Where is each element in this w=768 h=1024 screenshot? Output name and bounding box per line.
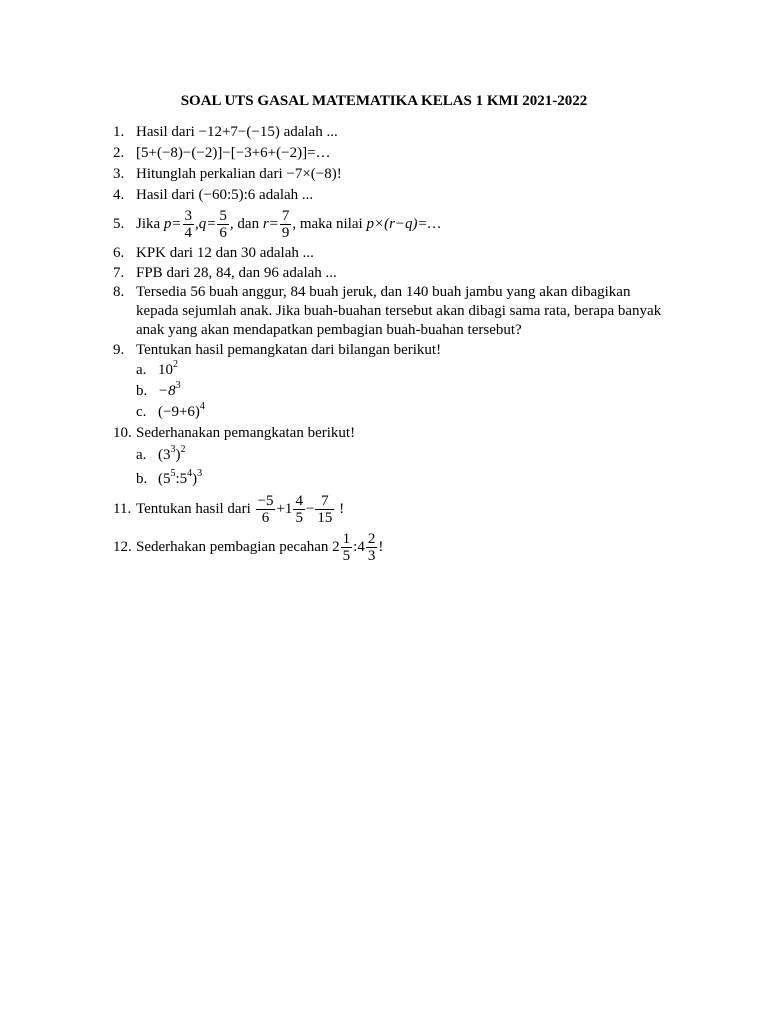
question-text: Jika <box>136 216 164 232</box>
question-number: 5. <box>113 216 125 232</box>
fraction-1 <box>341 531 353 564</box>
fraction-numerator: 1 <box>342 531 351 548</box>
question-number: 7. <box>113 265 125 281</box>
power-base: (5 <box>158 471 171 487</box>
fraction-numerator: 3 <box>184 208 193 225</box>
question-text: Hasil dari <box>136 124 199 140</box>
variable-p: p= <box>163 216 182 232</box>
question-text: Hitunglah perkalian dari <box>136 166 287 182</box>
question-text: ! <box>335 501 345 517</box>
question-number: 8. <box>113 284 125 300</box>
fraction-numerator: 5 <box>219 208 227 225</box>
fraction-numerator: 7 <box>315 493 334 510</box>
sub-label: c. <box>136 404 147 420</box>
question-text: KPK dari 12 dan 30 adalah ... <box>136 245 314 261</box>
power-base: (−9+6) <box>158 404 200 420</box>
power-base: 10 <box>158 362 173 378</box>
power-base: (3 <box>158 447 171 463</box>
question-number: 9. <box>113 342 125 358</box>
fraction-denominator: 5 <box>295 510 303 527</box>
fraction-1 <box>256 493 276 526</box>
whole-number: 2 <box>332 539 340 555</box>
operator: :4 <box>353 539 365 555</box>
power-base: −8 <box>158 383 176 399</box>
question-number: 12. <box>113 539 132 555</box>
sub-label: a. <box>136 362 147 378</box>
question-number: 3. <box>113 166 125 182</box>
question-text: , maka nilai <box>292 216 367 232</box>
question-text: ! <box>378 539 384 555</box>
power-exponent: 3 <box>170 444 176 455</box>
math-expression: [5+(−8)−(−2)]−[−3+6+(−2)]=… <box>136 145 331 161</box>
math-expression: (−60:5):6 <box>198 187 256 203</box>
question-text: Tentukan hasil pemangkatan dari bilangan berikut! <box>136 342 442 358</box>
question-number: 10. <box>113 425 132 441</box>
power-exponent: 2 <box>180 444 186 455</box>
question-text: Hasil dari <box>136 187 199 203</box>
variable-q: ,q= <box>195 216 217 232</box>
math-expression: −12+7−(−15) <box>198 124 280 140</box>
page-title: SOAL UTS GASAL MATEMATIKA KELAS 1 KMI 2021-2022 <box>180 93 588 109</box>
fraction-q <box>217 208 229 241</box>
fraction-p <box>183 208 195 241</box>
power-exponent: 3 <box>175 380 181 391</box>
fraction-numerator: 4 <box>295 493 303 510</box>
closing-paren: ) <box>175 447 181 463</box>
power-exponent: 4 <box>199 401 205 412</box>
fraction-denominator: 6 <box>219 225 227 242</box>
question-text: adalah ... <box>279 124 338 140</box>
question-text: ! <box>336 166 342 182</box>
question-text: Sederhakan pembagian pecahan <box>136 539 333 555</box>
power-exponent: 2 <box>173 359 178 370</box>
operator: +1 <box>276 501 293 517</box>
fraction-r <box>280 208 292 241</box>
question-text: Tersedia 56 buah anggur, 84 buah jeruk, dan 140 buah jambu yang akan dibagikan kepada sejumlah anak. Jika buah-buahan tersebut akan dibagi sama rata, berapa banyak anak yang akan mendapatkan pembagian buah-buahan tersebut? <box>136 284 662 338</box>
question-text: Sederhanakan pemangkatan berikut! <box>136 425 356 441</box>
question-text: FPB dari 28, 84, dan 96 adalah ... <box>136 265 337 281</box>
fraction-2 <box>293 493 305 526</box>
closing-paren: ) <box>192 471 198 487</box>
question-number: 11. <box>113 501 132 517</box>
power-base: :5 <box>175 471 188 487</box>
question-number: 6. <box>113 245 125 261</box>
fraction-numerator: −5 <box>257 493 274 510</box>
question-text: , dan <box>229 216 263 232</box>
question-number: 2. <box>113 145 125 161</box>
question-text: Tentukan hasil dari <box>136 501 255 517</box>
fraction-denominator: 3 <box>367 548 376 565</box>
math-expression: p×(r−q)=… <box>366 216 441 232</box>
fraction-numerator: 7 <box>281 208 290 225</box>
sub-label: b. <box>136 471 148 487</box>
power-exponent: 5 <box>170 468 176 479</box>
question-text: adalah ... <box>255 187 314 203</box>
fraction-denominator: 5 <box>342 548 351 565</box>
variable-r: r= <box>262 216 279 232</box>
fraction-denominator: 4 <box>184 225 193 242</box>
power-exponent: 4 <box>187 468 193 479</box>
fraction-2 <box>366 531 378 564</box>
operator: − <box>305 501 315 517</box>
fraction-denominator: 15 <box>317 510 333 527</box>
fraction-denominator: 6 <box>261 510 270 527</box>
fraction-denominator: 9 <box>281 225 290 242</box>
question-number: 4. <box>113 187 125 203</box>
power-exponent: 3 <box>197 468 203 479</box>
sub-label: a. <box>136 447 147 463</box>
fraction-numerator: 2 <box>367 531 376 548</box>
sub-label: b. <box>136 383 148 399</box>
fraction-3 <box>315 493 334 526</box>
question-number: 1. <box>113 124 125 140</box>
math-expression: −7×(−8) <box>286 166 337 182</box>
